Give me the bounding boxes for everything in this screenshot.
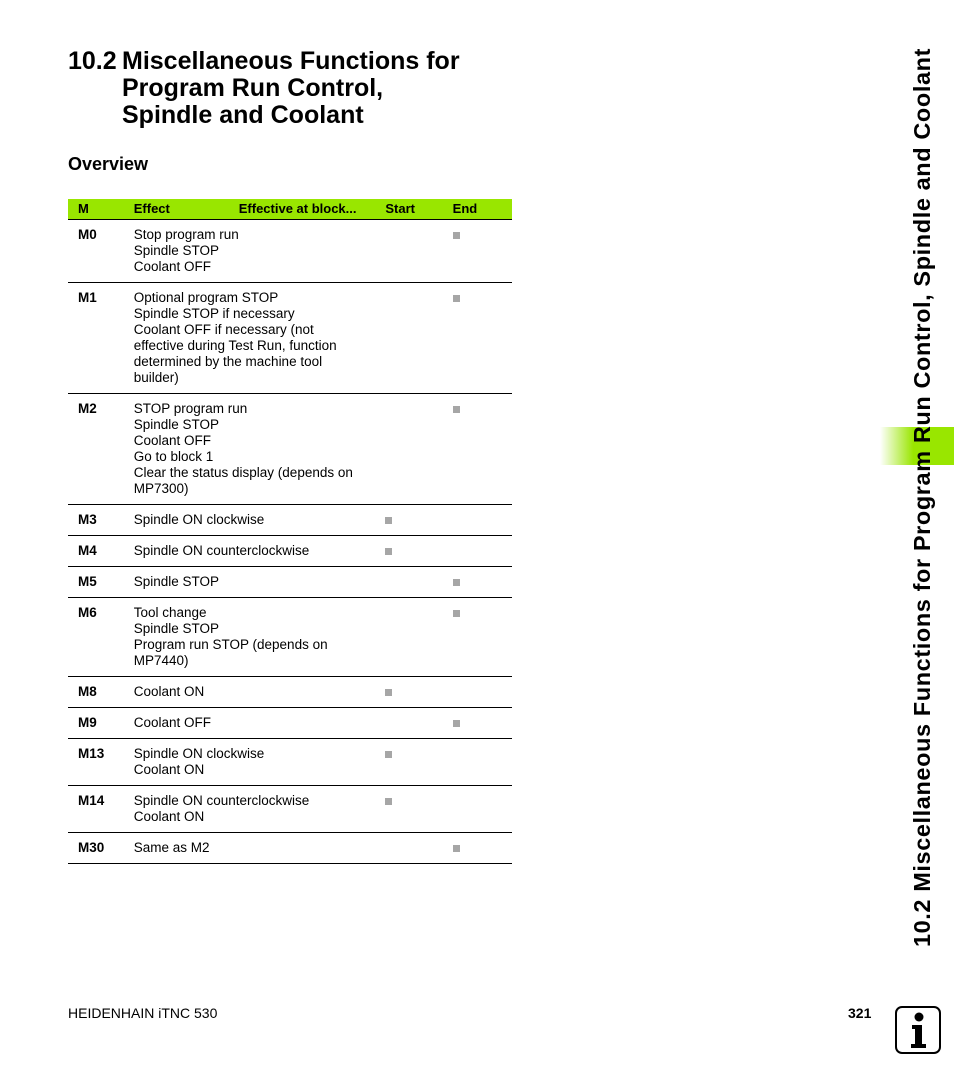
- info-glyph-icon: [897, 1008, 939, 1052]
- square-marker-icon: [453, 720, 460, 727]
- effect-line: Coolant OFF: [133, 433, 212, 448]
- page-number: 321: [848, 1005, 872, 1021]
- end-cell: [451, 283, 512, 394]
- m-code: M6: [68, 598, 134, 677]
- table-row: [68, 567, 512, 598]
- effect-line: Coolant ON: [133, 809, 205, 824]
- end-cell: [451, 833, 512, 864]
- end-cell: [451, 505, 512, 536]
- effect-cell: [134, 833, 384, 864]
- start-cell: [383, 394, 450, 505]
- table-header-row: [68, 199, 512, 220]
- header-effect: Effect Effective at block...: [134, 199, 384, 220]
- m-code: M1: [68, 283, 134, 394]
- m-code: M8: [68, 677, 134, 708]
- end-cell: [451, 536, 512, 567]
- effect-cell: [134, 739, 384, 786]
- effect-line: Stop program run: [133, 227, 239, 242]
- start-cell: [383, 567, 450, 598]
- table-row: [68, 536, 512, 567]
- effect-line: Tool change: [133, 605, 207, 620]
- square-marker-icon: [385, 798, 392, 805]
- square-marker-icon: [453, 232, 460, 239]
- effect-line: Coolant OFF if necessary (not: [133, 322, 314, 337]
- section-heading: Overview: [68, 154, 149, 174]
- m-code: M4: [68, 536, 134, 567]
- header-m: M: [68, 199, 134, 220]
- table-row: [68, 598, 512, 677]
- effect-line: Spindle STOP if necessary: [133, 306, 295, 321]
- square-marker-icon: [453, 845, 460, 852]
- m-code: M13: [68, 739, 134, 786]
- table-row: [68, 283, 512, 394]
- misc-functions-table: [68, 199, 512, 864]
- table-row: [68, 220, 512, 283]
- effect-line: Spindle ON clockwise: [133, 512, 265, 527]
- m-code: M14: [68, 786, 134, 833]
- end-cell: [451, 739, 512, 786]
- effect-line: effective during Test Run, function: [133, 338, 337, 353]
- title-line-1: 10.2 Miscellaneous Functions for: [68, 47, 460, 75]
- square-marker-icon: [453, 579, 460, 586]
- square-marker-icon: [385, 689, 392, 696]
- start-cell: [383, 677, 450, 708]
- end-cell: [451, 220, 512, 283]
- start-cell: [383, 536, 450, 567]
- square-marker-icon: [453, 610, 460, 617]
- m-code: M30: [68, 833, 134, 864]
- effect-line: Optional program STOP: [133, 290, 279, 305]
- section-number: 10.2: [68, 47, 117, 75]
- table-row: [68, 833, 512, 864]
- start-cell: [383, 833, 450, 864]
- effect-line: Program run STOP (depends on: [133, 637, 328, 652]
- title-line-3: Spindle and Coolant: [122, 101, 364, 129]
- table-row: [68, 394, 512, 505]
- start-cell: [383, 505, 450, 536]
- effect-cell: [134, 598, 384, 677]
- effect-line: Coolant OFF: [133, 715, 212, 730]
- table-row: [68, 708, 512, 739]
- title-line-2: Program Run Control,: [122, 74, 384, 102]
- effect-line: Spindle ON counterclockwise: [133, 543, 310, 558]
- effect-line: MP7440): [133, 653, 189, 668]
- end-cell: [451, 567, 512, 598]
- table-body: [68, 220, 512, 864]
- start-cell: [383, 598, 450, 677]
- effect-cell: [134, 505, 384, 536]
- square-marker-icon: [453, 406, 460, 413]
- end-cell: [451, 786, 512, 833]
- effect-line: Spindle ON clockwise: [133, 746, 265, 761]
- effect-line: Spindle ON counterclockwise: [133, 793, 310, 808]
- m-code: M9: [68, 708, 134, 739]
- effect-cell: [134, 708, 384, 739]
- effect-line: Go to block 1: [133, 449, 214, 464]
- side-running-title-text: 10.2 Miscellaneous Functions for Program Run Control, Spindle and Coolant: [909, 48, 935, 948]
- m-code: M0: [68, 220, 134, 283]
- start-cell: [383, 220, 450, 283]
- table-row: [68, 786, 512, 833]
- effect-cell: [134, 283, 384, 394]
- effect-line: Clear the status display (depends on: [133, 465, 353, 480]
- m-code: M3: [68, 505, 134, 536]
- footer-product: HEIDENHAIN iTNC 530: [68, 1005, 218, 1021]
- effect-cell: [134, 394, 384, 505]
- square-marker-icon: [453, 295, 460, 302]
- effect-line: Spindle STOP: [133, 417, 220, 432]
- effect-cell: [134, 220, 384, 283]
- square-marker-icon: [385, 751, 392, 758]
- square-marker-icon: [385, 548, 392, 555]
- header-effective-at: Effective at block...: [238, 201, 357, 216]
- effect-line: Coolant ON: [133, 684, 205, 699]
- page-title: [68, 48, 460, 129]
- effect-line: Spindle STOP: [133, 574, 220, 589]
- effect-line: Spindle STOP: [133, 621, 220, 636]
- effect-line: Coolant OFF: [133, 259, 212, 274]
- m-code: M2: [68, 394, 134, 505]
- effect-cell: [134, 536, 384, 567]
- effect-line: builder): [133, 370, 179, 385]
- effect-line: determined by the machine tool: [133, 354, 323, 369]
- end-cell: [451, 677, 512, 708]
- square-marker-icon: [385, 517, 392, 524]
- effect-cell: [134, 677, 384, 708]
- end-cell: [451, 394, 512, 505]
- header-end: End: [451, 199, 512, 220]
- header-start: Start: [383, 199, 450, 220]
- info-icon[interactable]: [895, 1006, 941, 1054]
- table-row: [68, 677, 512, 708]
- start-cell: [383, 708, 450, 739]
- start-cell: [383, 283, 450, 394]
- table-row: [68, 739, 512, 786]
- end-cell: [451, 708, 512, 739]
- effect-cell: [134, 567, 384, 598]
- effect-cell: [134, 786, 384, 833]
- effect-line: Same as M2: [133, 840, 210, 855]
- effect-line: Spindle STOP: [133, 243, 220, 258]
- effect-line: MP7300): [133, 481, 189, 496]
- table-row: [68, 505, 512, 536]
- effect-line: Coolant ON: [133, 762, 205, 777]
- m-code: M5: [68, 567, 134, 598]
- start-cell: [383, 786, 450, 833]
- effect-line: STOP program run: [133, 401, 248, 416]
- end-cell: [451, 598, 512, 677]
- start-cell: [383, 739, 450, 786]
